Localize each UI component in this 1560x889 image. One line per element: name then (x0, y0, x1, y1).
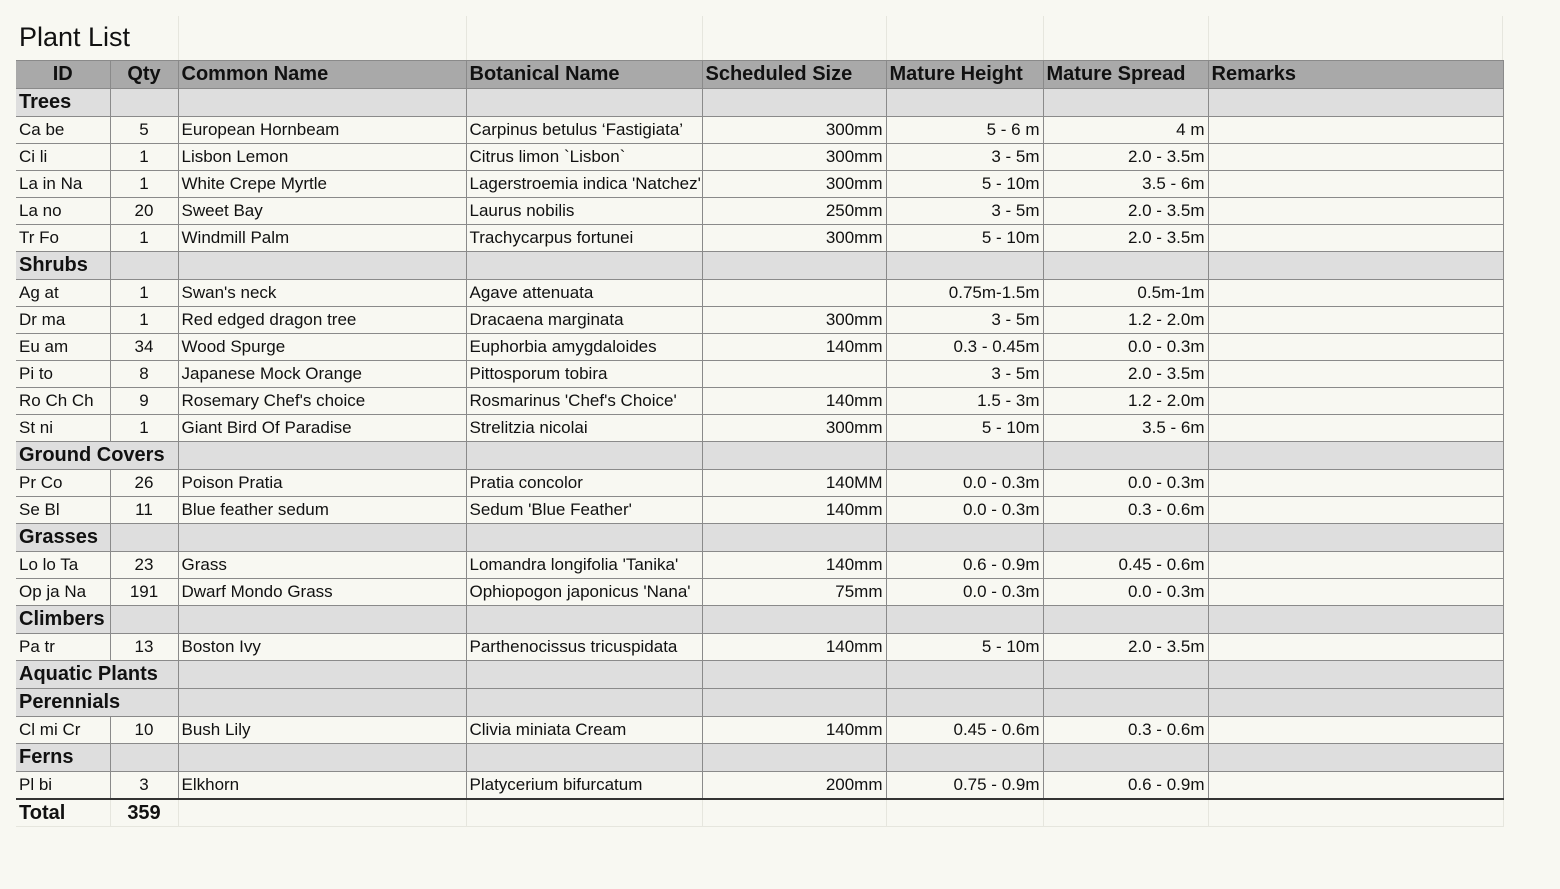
section-cell (702, 744, 886, 772)
section-cell (886, 89, 1043, 117)
cell-botanical-name: Platycerium bifurcatum (466, 772, 702, 800)
cell-mature-spread: 1.2 - 2.0m (1043, 307, 1208, 334)
cell-scheduled-size: 140mm (702, 634, 886, 661)
table-row (16, 415, 1503, 442)
cell-common-name: Japanese Mock Orange (178, 361, 466, 388)
cell-common-name: Dwarf Mondo Grass (178, 579, 466, 606)
cell-scheduled-size: 140mm (702, 388, 886, 415)
cell-botanical-name: Clivia miniata Cream (466, 717, 702, 744)
cell-botanical-name: Trachycarpus fortunei (466, 225, 702, 252)
cell-id: Dr ma (16, 307, 110, 334)
cell-common-name: Sweet Bay (178, 198, 466, 225)
section-row (16, 661, 1503, 689)
section-cell (1043, 689, 1208, 717)
cell-id: Eu am (16, 334, 110, 361)
cell-mature-height: 0.3 - 0.45m (886, 334, 1043, 361)
cell-remarks (1208, 171, 1503, 198)
cell-id: Op ja Na (16, 579, 110, 606)
cell-mature-spread: 2.0 - 3.5m (1043, 225, 1208, 252)
cell-id: Ci li (16, 144, 110, 171)
cell-mature-height: 0.75 - 0.9m (886, 772, 1043, 800)
cell-mature-height: 0.0 - 0.3m (886, 470, 1043, 497)
section-cell (702, 524, 886, 552)
section-cell (178, 606, 466, 634)
cell-mature-spread: 0.0 - 0.3m (1043, 470, 1208, 497)
cell-botanical-name: Laurus nobilis (466, 198, 702, 225)
total-cell (886, 799, 1043, 827)
total-cell (466, 799, 702, 827)
cell-common-name: Lisbon Lemon (178, 144, 466, 171)
cell-mature-height: 5 - 10m (886, 225, 1043, 252)
cell-scheduled-size: 140mm (702, 552, 886, 579)
cell-common-name: Poison Pratia (178, 470, 466, 497)
title-row (16, 16, 1503, 60)
cell-qty: 1 (110, 307, 178, 334)
cell-qty: 3 (110, 772, 178, 800)
header-remarks[interactable]: Remarks (1208, 61, 1503, 89)
cell-remarks (1208, 415, 1503, 442)
cell-remarks (1208, 717, 1503, 744)
section-label: Climbers (16, 606, 110, 634)
cell-remarks (1208, 198, 1503, 225)
section-cell (178, 89, 466, 117)
section-cell (1208, 442, 1503, 470)
cell-qty: 10 (110, 717, 178, 744)
section-label: Perennials (16, 689, 178, 717)
section-cell (466, 442, 702, 470)
grid-line (886, 16, 887, 60)
cell-common-name: European Hornbeam (178, 117, 466, 144)
table-row (16, 634, 1503, 661)
table-row (16, 772, 1503, 800)
cell-botanical-name: Lomandra longifolia 'Tanika' (466, 552, 702, 579)
cell-common-name: Rosemary Chef's choice (178, 388, 466, 415)
cell-scheduled-size: 75mm (702, 579, 886, 606)
section-cell (1043, 442, 1208, 470)
cell-mature-spread: 0.5m-1m (1043, 280, 1208, 307)
section-cell (1208, 689, 1503, 717)
section-label: Ground Covers (16, 442, 178, 470)
total-label: Total (16, 799, 110, 827)
section-cell (886, 689, 1043, 717)
cell-mature-spread: 0.45 - 0.6m (1043, 552, 1208, 579)
cell-qty: 8 (110, 361, 178, 388)
section-cell (178, 252, 466, 280)
cell-id: Ag at (16, 280, 110, 307)
header-scheduled-size[interactable]: Scheduled Size (702, 61, 886, 89)
header-mature-height[interactable]: Mature Height (886, 61, 1043, 89)
cell-mature-spread: 3.5 - 6m (1043, 171, 1208, 198)
cell-common-name: Boston Ivy (178, 634, 466, 661)
cell-id: Ro Ch Ch (16, 388, 110, 415)
cell-mature-height: 0.6 - 0.9m (886, 552, 1043, 579)
section-row (16, 89, 1503, 117)
cell-qty: 191 (110, 579, 178, 606)
section-cell (178, 689, 466, 717)
table-row (16, 307, 1503, 334)
total-cell (1208, 799, 1503, 827)
section-cell (1043, 744, 1208, 772)
cell-scheduled-size: 140mm (702, 334, 886, 361)
section-label: Trees (16, 89, 110, 117)
section-cell (702, 606, 886, 634)
table-row (16, 117, 1503, 144)
cell-remarks (1208, 579, 1503, 606)
cell-mature-height: 0.45 - 0.6m (886, 717, 1043, 744)
section-cell (110, 89, 178, 117)
section-cell (1208, 524, 1503, 552)
table-row (16, 552, 1503, 579)
section-label: Aquatic Plants (16, 661, 178, 689)
section-cell (466, 689, 702, 717)
cell-mature-height: 0.0 - 0.3m (886, 579, 1043, 606)
table-row (16, 388, 1503, 415)
cell-mature-height: 0.0 - 0.3m (886, 497, 1043, 524)
table-row (16, 198, 1503, 225)
section-cell (466, 524, 702, 552)
section-cell (466, 606, 702, 634)
table-row (16, 171, 1503, 198)
table-row (16, 225, 1503, 252)
cell-id: Pi to (16, 361, 110, 388)
cell-qty: 1 (110, 171, 178, 198)
section-cell (886, 442, 1043, 470)
section-row (16, 252, 1503, 280)
cell-id: Ca be (16, 117, 110, 144)
cell-qty: 34 (110, 334, 178, 361)
section-cell (110, 252, 178, 280)
section-cell (1043, 89, 1208, 117)
section-cell (1043, 606, 1208, 634)
grid-line (466, 16, 467, 60)
section-cell (466, 89, 702, 117)
cell-scheduled-size (702, 361, 886, 388)
header-row (16, 61, 1503, 89)
cell-scheduled-size: 300mm (702, 415, 886, 442)
cell-mature-spread: 0.3 - 0.6m (1043, 497, 1208, 524)
cell-common-name: Giant Bird Of Paradise (178, 415, 466, 442)
cell-id: La in Na (16, 171, 110, 198)
cell-scheduled-size (702, 280, 886, 307)
grid-line (1502, 16, 1503, 60)
section-row (16, 524, 1503, 552)
cell-common-name: Bush Lily (178, 717, 466, 744)
section-cell (886, 606, 1043, 634)
cell-qty: 13 (110, 634, 178, 661)
cell-botanical-name: Dracaena marginata (466, 307, 702, 334)
grid-line (702, 16, 703, 60)
cell-scheduled-size: 300mm (702, 117, 886, 144)
section-cell (886, 252, 1043, 280)
cell-remarks (1208, 361, 1503, 388)
cell-botanical-name: Sedum 'Blue Feather' (466, 497, 702, 524)
grid-line (1208, 16, 1209, 60)
cell-id: La no (16, 198, 110, 225)
cell-common-name: White Crepe Myrtle (178, 171, 466, 198)
section-row (16, 744, 1503, 772)
section-cell (466, 744, 702, 772)
cell-remarks (1208, 470, 1503, 497)
section-cell (702, 252, 886, 280)
cell-scheduled-size: 200mm (702, 772, 886, 800)
total-cell (1043, 799, 1208, 827)
cell-mature-height: 3 - 5m (886, 361, 1043, 388)
cell-qty: 1 (110, 280, 178, 307)
cell-mature-spread: 2.0 - 3.5m (1043, 361, 1208, 388)
cell-botanical-name: Parthenocissus tricuspidata (466, 634, 702, 661)
cell-qty: 1 (110, 415, 178, 442)
cell-scheduled-size: 300mm (702, 171, 886, 198)
cell-common-name: Grass (178, 552, 466, 579)
cell-botanical-name: Agave attenuata (466, 280, 702, 307)
section-cell (178, 442, 466, 470)
section-row (16, 606, 1503, 634)
cell-common-name: Windmill Palm (178, 225, 466, 252)
cell-botanical-name: Ophiopogon japonicus 'Nana' (466, 579, 702, 606)
section-cell (466, 252, 702, 280)
cell-id: Cl mi Cr (16, 717, 110, 744)
section-cell (702, 661, 886, 689)
section-cell (110, 744, 178, 772)
cell-common-name: Elkhorn (178, 772, 466, 800)
cell-qty: 1 (110, 144, 178, 171)
total-row (16, 799, 1503, 827)
cell-qty: 9 (110, 388, 178, 415)
grid-line (178, 16, 179, 60)
cell-id: Lo lo Ta (16, 552, 110, 579)
cell-id: St ni (16, 415, 110, 442)
total-cell (702, 799, 886, 827)
cell-mature-height: 3 - 5m (886, 307, 1043, 334)
cell-mature-height: 3 - 5m (886, 198, 1043, 225)
cell-mature-spread: 0.6 - 0.9m (1043, 772, 1208, 800)
cell-mature-spread: 2.0 - 3.5m (1043, 144, 1208, 171)
cell-remarks (1208, 117, 1503, 144)
cell-qty: 11 (110, 497, 178, 524)
cell-botanical-name: Carpinus betulus ‘Fastigiata’ (466, 117, 702, 144)
cell-mature-height: 3 - 5m (886, 144, 1043, 171)
section-cell (1043, 661, 1208, 689)
cell-remarks (1208, 552, 1503, 579)
cell-id: Pr Co (16, 470, 110, 497)
section-row (16, 689, 1503, 717)
cell-scheduled-size: 140MM (702, 470, 886, 497)
section-cell (702, 89, 886, 117)
total-cell (178, 799, 466, 827)
cell-common-name: Red edged dragon tree (178, 307, 466, 334)
cell-botanical-name: Pratia concolor (466, 470, 702, 497)
cell-remarks (1208, 634, 1503, 661)
cell-mature-spread: 2.0 - 3.5m (1043, 198, 1208, 225)
table-row (16, 579, 1503, 606)
section-cell (178, 524, 466, 552)
table-row (16, 361, 1503, 388)
section-label: Shrubs (16, 252, 110, 280)
section-cell (886, 524, 1043, 552)
cell-mature-spread: 3.5 - 6m (1043, 415, 1208, 442)
cell-mature-spread: 0.0 - 0.3m (1043, 579, 1208, 606)
header-botanical-name[interactable]: Botanical Name (466, 61, 702, 89)
cell-botanical-name: Pittosporum tobira (466, 361, 702, 388)
cell-common-name: Wood Spurge (178, 334, 466, 361)
page-title: Plant List (19, 22, 131, 52)
cell-botanical-name: Rosmarinus 'Chef's Choice' (466, 388, 702, 415)
cell-id: Se Bl (16, 497, 110, 524)
cell-mature-height: 5 - 10m (886, 634, 1043, 661)
table-row (16, 717, 1503, 744)
cell-mature-height: 0.75m-1.5m (886, 280, 1043, 307)
cell-botanical-name: Lagerstroemia indica 'Natchez' (466, 171, 702, 198)
cell-qty: 20 (110, 198, 178, 225)
table-row (16, 334, 1503, 361)
cell-botanical-name: Citrus limon `Lisbon` (466, 144, 702, 171)
plant-table (16, 60, 1504, 827)
section-row (16, 442, 1503, 470)
section-cell (1208, 744, 1503, 772)
cell-qty: 23 (110, 552, 178, 579)
total-qty: 359 (110, 799, 178, 827)
cell-remarks (1208, 307, 1503, 334)
cell-id: Pa tr (16, 634, 110, 661)
cell-scheduled-size: 140mm (702, 717, 886, 744)
cell-mature-spread: 0.3 - 0.6m (1043, 717, 1208, 744)
section-cell (178, 744, 466, 772)
section-cell (1208, 606, 1503, 634)
header-qty[interactable]: Qty (110, 61, 178, 89)
cell-scheduled-size: 300mm (702, 144, 886, 171)
table-body (16, 89, 1503, 800)
cell-mature-spread: 0.0 - 0.3m (1043, 334, 1208, 361)
section-cell (1043, 252, 1208, 280)
cell-scheduled-size: 300mm (702, 225, 886, 252)
section-cell (1208, 661, 1503, 689)
cell-remarks (1208, 772, 1503, 800)
cell-botanical-name: Euphorbia amygdaloides (466, 334, 702, 361)
cell-common-name: Swan's neck (178, 280, 466, 307)
section-cell (886, 744, 1043, 772)
cell-mature-spread: 4 m (1043, 117, 1208, 144)
cell-id: Tr Fo (16, 225, 110, 252)
section-cell (110, 524, 178, 552)
grid-line (1043, 16, 1044, 60)
cell-mature-spread: 1.2 - 2.0m (1043, 388, 1208, 415)
cell-remarks (1208, 388, 1503, 415)
cell-remarks (1208, 144, 1503, 171)
section-cell (1043, 524, 1208, 552)
section-cell (702, 689, 886, 717)
section-cell (466, 661, 702, 689)
cell-qty: 26 (110, 470, 178, 497)
table-row (16, 144, 1503, 171)
cell-mature-height: 1.5 - 3m (886, 388, 1043, 415)
section-cell (1208, 252, 1503, 280)
cell-mature-height: 5 - 10m (886, 171, 1043, 198)
cell-botanical-name: Strelitzia nicolai (466, 415, 702, 442)
section-cell (886, 661, 1043, 689)
cell-qty: 5 (110, 117, 178, 144)
cell-id: Pl bi (16, 772, 110, 800)
cell-mature-spread: 2.0 - 3.5m (1043, 634, 1208, 661)
cell-scheduled-size: 300mm (702, 307, 886, 334)
cell-remarks (1208, 497, 1503, 524)
cell-mature-height: 5 - 10m (886, 415, 1043, 442)
table-row (16, 497, 1503, 524)
cell-scheduled-size: 140mm (702, 497, 886, 524)
section-cell (1208, 89, 1503, 117)
cell-scheduled-size: 250mm (702, 198, 886, 225)
cell-remarks (1208, 334, 1503, 361)
section-cell (178, 661, 466, 689)
section-cell (110, 606, 178, 634)
table-row (16, 470, 1503, 497)
section-label: Grasses (16, 524, 110, 552)
cell-common-name: Blue feather sedum (178, 497, 466, 524)
table-row (16, 280, 1503, 307)
cell-remarks (1208, 225, 1503, 252)
cell-qty: 1 (110, 225, 178, 252)
plant-schedule-sheet (16, 16, 1503, 827)
header-id[interactable]: ID (16, 61, 110, 89)
section-label: Ferns (16, 744, 110, 772)
section-cell (702, 442, 886, 470)
header-mature-spread[interactable]: Mature Spread (1043, 61, 1208, 89)
cell-mature-height: 5 - 6 m (886, 117, 1043, 144)
header-common-name[interactable]: Common Name (178, 61, 466, 89)
cell-remarks (1208, 280, 1503, 307)
